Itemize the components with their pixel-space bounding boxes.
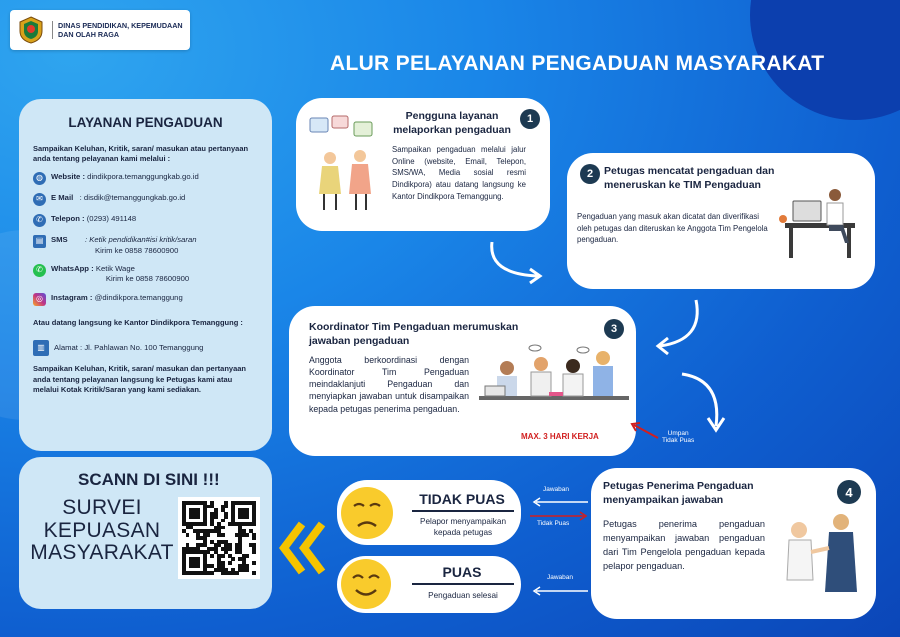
qr-module xyxy=(245,515,249,519)
step-3-body: Anggota berkoordinasi dengan Koordinator Tim Pengaduan meindaklanjuti Pengaduan dan menyiapkan jawaban untuk disampaikan kepada petugas penerima pengaduan. xyxy=(309,355,469,414)
step-3-title: Koordinator Tim Pengaduan merumuskan jawaban pengaduan xyxy=(309,321,519,348)
survey-line2: KEPUASAN xyxy=(43,518,161,542)
channel-label: WhatsApp : xyxy=(51,264,94,274)
channel-phone xyxy=(33,214,258,227)
qr-module xyxy=(210,571,214,575)
arrow-step1-to-step2 xyxy=(482,236,552,286)
channel-sms xyxy=(33,235,258,256)
phone-icon: ✆ xyxy=(33,214,46,227)
step-4-body: Petugas penerima pengaduan menyampaikan jawaban pengaduan dari Tim Pengelola pengaduan kepada pelapor pengaduan. xyxy=(603,519,765,571)
page-title: ALUR PELAYANAN PENGADUAN MASYARAKAT xyxy=(330,52,825,75)
org-name-line2: DAN OLAH RAGA xyxy=(58,30,120,39)
qr-module xyxy=(228,547,232,551)
survey-line3: MASYARAKAT xyxy=(30,541,174,565)
qr-module xyxy=(196,515,200,519)
org-name-line1: DINAS PENDIDIKAN, KEPEMUDAAN xyxy=(58,20,183,30)
qr-module xyxy=(252,550,256,554)
instagram-icon: ◎ xyxy=(33,293,46,306)
team-meeting-illustration xyxy=(479,344,629,422)
website-link[interactable]: dindikpora.temanggungkab.go.id xyxy=(87,172,199,182)
globe-icon: ◍ xyxy=(33,172,46,185)
arrow-step3-to-step4 xyxy=(676,368,728,436)
qr-module xyxy=(196,564,200,568)
step-3-card xyxy=(289,306,636,456)
satisfied-title: PUAS xyxy=(442,564,482,580)
complaint-intro: Sampaikan Keluhan, Kritik, saran/ masukan atau pertanyaan anda tentang pelayanan kami melalui : xyxy=(33,144,249,164)
coat-of-arms-logo xyxy=(16,15,46,45)
feedback-label-line2: Tidak Puas xyxy=(662,437,695,445)
jawaban-label-top: Jawaban xyxy=(543,486,570,493)
whatsapp-icon: ✆ xyxy=(33,264,46,277)
survey-label xyxy=(27,497,177,565)
complaint-service-panel xyxy=(19,99,272,451)
channel-label: Telepon : xyxy=(51,214,85,224)
qr-module xyxy=(245,568,249,572)
not-satisfied-title: TIDAK PUAS xyxy=(419,491,505,507)
channel-label: SMS xyxy=(51,235,68,245)
sms-instructions xyxy=(85,235,197,256)
qr-module xyxy=(231,557,235,561)
step-2-title: Petugas mencatat pengaduan dan meneruskan ke TIM Pengaduan xyxy=(604,165,775,192)
qr-module xyxy=(252,522,256,526)
divider xyxy=(412,510,514,512)
qr-module xyxy=(235,571,239,575)
channel-whatsapp xyxy=(33,264,258,285)
not-satisfied-body: Pelapor menyampaikan kepada petugas xyxy=(419,517,507,538)
building-icon: ▥ xyxy=(33,340,49,356)
qr-module xyxy=(252,561,256,565)
qr-module xyxy=(221,526,225,530)
channel-instagram xyxy=(33,293,258,306)
arrow-step2-to-step3 xyxy=(652,296,708,356)
qr-module xyxy=(245,554,249,558)
phone-number[interactable]: (0293) 491148 xyxy=(86,214,137,224)
email-link[interactable]: : disdik@temanggungkab.go.id xyxy=(79,193,186,203)
feedback-arrow xyxy=(628,422,662,442)
qr-module xyxy=(252,536,256,540)
qr-module xyxy=(221,519,225,523)
not-satisfied-arrow-label: Tidak Puas xyxy=(537,520,570,527)
instagram-handle[interactable]: @dindikpora.temanggung xyxy=(94,292,183,302)
step-1-card xyxy=(296,98,550,231)
scan-title: SCANN DI SINI !!! xyxy=(78,470,220,489)
whatsapp-number: Kirim ke 0858 78600900 xyxy=(105,274,190,284)
qr-module xyxy=(210,554,214,558)
officer-handshake-illustration xyxy=(771,508,871,598)
qr-module xyxy=(221,554,225,558)
qr-module xyxy=(186,533,190,537)
step-2-body: Pengaduan yang masuk akan dicatat dan diverifikasi oleh petugas dan diteruskan ke Anggota Tim Pengelola pengaduan. xyxy=(577,212,768,245)
chevron-left-icon xyxy=(278,520,328,576)
closing-text: Sampaikan Keluhan, Kritik, saran/ masukan dan pertanyaan anda tentang pelayanan langsung ke Petugas kami atau melalui Kotak Kritik/Saran yang kami sediakan. xyxy=(33,364,246,395)
qr-module xyxy=(252,571,256,575)
qr-module xyxy=(203,522,207,526)
qr-module xyxy=(224,505,228,509)
step-4-number: 4 xyxy=(837,480,861,504)
sms-format: : Ketik pendidikan#isi kritik/saran xyxy=(85,235,197,245)
step-1-number: 1 xyxy=(520,109,540,129)
step-2-card xyxy=(567,153,875,289)
qr-module xyxy=(221,533,225,537)
step-4-title: Petugas Penerima Pengaduan menyampaikan jawaban xyxy=(603,480,754,507)
step-4-card xyxy=(591,468,876,619)
sad-face-icon xyxy=(338,484,396,542)
mail-icon: ✉ xyxy=(33,193,46,206)
step-1-body: Sampaikan pengaduan melalui jalur Online (website, Email, Telepon, SMS/WA, Media sosial resmi Dindikpora) atau datang langsung ke Kantor Dindikpora Temanggung. xyxy=(392,145,526,201)
feedback-label xyxy=(662,430,694,444)
jawaban-label-bottom: Jawaban xyxy=(547,574,574,581)
jawaban-arrow-bottom xyxy=(530,585,590,597)
qr-module xyxy=(224,515,228,519)
qr-module xyxy=(245,533,249,537)
qr-module xyxy=(228,561,232,565)
step-3-number: 3 xyxy=(604,319,624,339)
whatsapp-instructions xyxy=(96,264,189,285)
happy-face-icon xyxy=(338,556,394,612)
channel-label: E Mail xyxy=(51,193,74,203)
sms-number: Kirim ke 0858 78600900 xyxy=(95,245,179,255)
survey-qr-code[interactable] xyxy=(178,497,260,579)
divider xyxy=(412,583,514,585)
channel-label: Instagram : xyxy=(51,292,93,302)
step-2-number: 2 xyxy=(580,164,600,184)
channel-website xyxy=(33,172,258,185)
org-name xyxy=(52,21,183,40)
satisfied-body: Pengaduan selesai xyxy=(428,591,498,600)
whatsapp-format: Ketik Wage xyxy=(95,264,135,274)
step-1-title: Pengguna layanan melaporkan pengaduan xyxy=(393,110,511,137)
address-text: Alamat : Jl. Pahlawan No. 100 Temanggung xyxy=(54,343,204,353)
officer-at-desk-illustration xyxy=(775,185,867,261)
jawaban-arrow-top xyxy=(530,496,590,508)
survey-line1: SURVEI xyxy=(62,496,142,519)
office-address xyxy=(33,340,258,356)
qr-pattern xyxy=(182,501,256,575)
people-chatting-illustration xyxy=(304,114,388,214)
max-days-note: MAX. 3 HARI KERJA xyxy=(521,432,599,441)
qr-module xyxy=(207,533,211,537)
sms-icon: ▤ xyxy=(33,235,46,248)
feedback-label-line1: Umpan xyxy=(667,430,689,437)
qr-module xyxy=(214,515,218,519)
channel-email xyxy=(33,193,258,206)
complaint-service-heading: LAYANAN PENGADUAN xyxy=(68,115,223,130)
channel-label: Website : xyxy=(51,172,86,182)
visit-office-text: Atau datang langsung ke Kantor Dindikpora Temanggung : xyxy=(33,317,243,327)
org-logo-banner xyxy=(10,10,190,50)
